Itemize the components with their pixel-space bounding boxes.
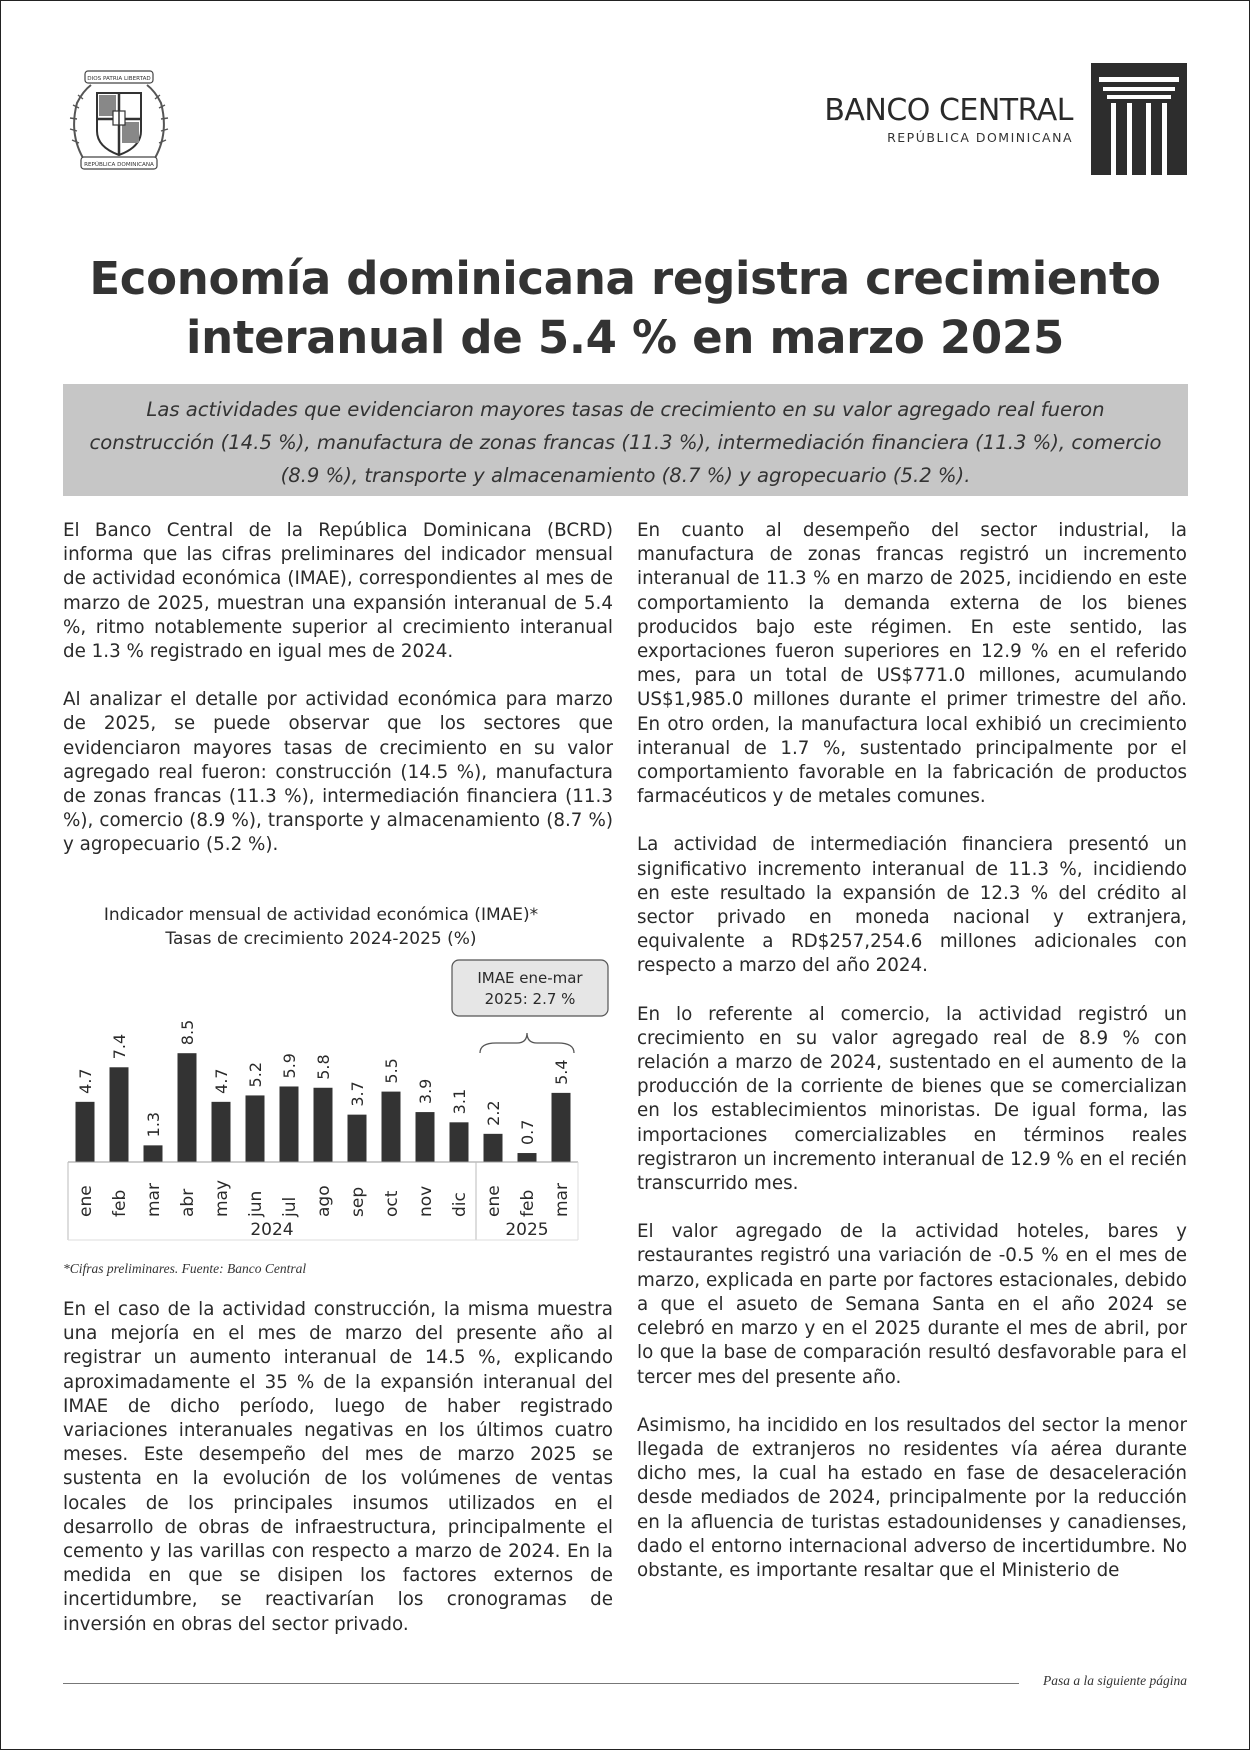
logo-subtitle: REPÚBLICA DOMINICANA — [887, 130, 1073, 145]
right-paragraph-2: La actividad de intermediación financiera presentó un significativo incremento interanual de 11.3 %, incidiendo en este resultado la expansión de 12.3 % del crédito al sector privado en moneda nacional y extranjera, equivalente a RD$257,254.6 millones adicionales con respecto a marzo del año 2024. — [637, 834, 1187, 977]
bar-value-label: 0.7 — [518, 1119, 537, 1146]
chart-bar — [144, 1145, 163, 1162]
x-tick-label: sep — [348, 1186, 368, 1217]
chart-title: Indicador mensual de actividad económica (IMAE)* — [103, 905, 539, 925]
year-label: 2025 — [505, 1220, 549, 1240]
bar-value-label: 2.2 — [484, 1100, 503, 1126]
chart-bar — [178, 1053, 197, 1162]
footer-divider — [63, 1683, 1019, 1684]
x-tick-label: nov — [416, 1185, 436, 1217]
chart-bar — [212, 1102, 231, 1162]
bar-value-label: 1.3 — [144, 1111, 163, 1138]
bar-value-label: 5.8 — [314, 1054, 333, 1080]
chart-plot — [63, 955, 613, 1255]
chart-bar — [450, 1122, 469, 1162]
callout-brace — [480, 1033, 574, 1053]
callout-line-2: 2025: 2.7 % — [484, 990, 576, 1008]
x-tick-label: jul — [280, 1196, 300, 1217]
left-paragraph-1: El Banco Central de la República Dominicana (BCRD) informa que las cifras preliminares del indicador mensual de actividad económica (IMAE), correspondientes al mes de marzo de 2025, muestran una expansión interanual de 5.4 %, ritmo notablemente superior al crecimiento interanual de 1.3 % registrado en igual mes de 2024. — [63, 520, 613, 663]
seal-motto-text: DIOS PATRIA LIBERTAD — [87, 76, 151, 82]
x-tick-label: ene — [484, 1185, 504, 1217]
chart-bar — [552, 1093, 571, 1162]
coat-of-arms-seal — [63, 63, 175, 175]
left-column — [63, 519, 613, 882]
chart-bar — [484, 1134, 503, 1162]
bar-value-label: 4.7 — [212, 1068, 231, 1094]
right-paragraph-1: En cuanto al desempeño del sector industrial, la manufactura de zonas francas registró un incremento interanual de 11.3 % en marzo de 2025, incidiendo en este comportamiento la demanda externa de los bienes producidos bajo este régimen. En este sentido, las exportaciones fueron superiores en 12.9 % en el referido mes, para un total de US$771.0 millones, acumulando US$1,985.0 millones durante el primer trimestre del año. En otro orden, la manufactura local exhibió un crecimiento interanual de 1.7 %, sustentado principalmente por el comportamiento favorable en la fabricación de productos farmacéuticos y de metales comunes. — [637, 520, 1187, 808]
left-paragraph-3: En el caso de la actividad construcción, la misma muestra una mejoría en el mes de marzo del presente año al registrar un aumento interanual de 14.5 %, explicando aproximadamente el 35 % de la expansión interanual del IMAE de dicho período, luego de haber registrado variaciones interanuales negativas en los últimos cuatro meses. Este desempeño del mes de marzo 2025 se sustenta en la evolución de los volúmenes de ventas locales de los principales insumos utilizados en el desarrollo de obras de infraestructura, principalmente el cemento y las varillas con respecto a marzo de 2024. En la medida en que se disipen los factores externos de incertidumbre, se reactivarían los cronogramas de inversión en obras del sector privado. — [63, 1299, 613, 1635]
left-column-lower — [63, 1298, 613, 1661]
logo-name: BANCO CENTRAL — [824, 93, 1073, 128]
x-tick-label: mar — [552, 1183, 572, 1217]
bar-value-label: 3.7 — [348, 1081, 367, 1107]
x-tick-label: abr — [178, 1188, 198, 1217]
chart-subtitle: Tasas de crecimiento 2024-2025 (%) — [165, 929, 477, 949]
x-tick-label: mar — [144, 1183, 164, 1217]
bar-value-label: 5.9 — [280, 1053, 299, 1079]
title-line-2: interanual de 5.4 % en marzo 2025 — [186, 311, 1064, 364]
chart-bar — [280, 1086, 299, 1162]
right-paragraph-4: El valor agregado de la actividad hoteles, bares y restaurantes registró una variación de -0.5 % en el mes de marzo, explicada en parte por factores estacionales, debido a que el asueto de Semana Santa en el año 2024 se celebró en marzo y en el 2025 durante el mes de abril, por lo que la base de comparación resultó desfavorable para el tercer mes del presente año. — [637, 1221, 1187, 1388]
bar-value-label: 5.2 — [246, 1061, 265, 1088]
chart-bar — [348, 1115, 367, 1162]
chart-title-block — [63, 903, 579, 951]
chart-bar — [76, 1102, 95, 1162]
seal-country-text: REPÚBLICA DOMINICANA — [84, 162, 154, 168]
chart-bar — [246, 1095, 265, 1162]
chart-bar — [382, 1092, 401, 1162]
bar-value-label: 3.1 — [450, 1088, 469, 1115]
right-column — [637, 519, 1187, 1607]
x-tick-label: ago — [314, 1185, 334, 1217]
right-paragraph-5: Asimismo, ha incidido en los resultados del sector la menor llegada de extranjeros no residentes vía aérea durante dicho mes, la cual ha estado en fase de desaceleración desde mediados de 2024, principalmente por la reducción en la afluencia de turistas estadounidenses y canadienses, dado el entorno internacional adverso de incertidumbre. No obstante, es importante resaltar que el Ministerio de — [637, 1414, 1187, 1581]
continue-note: Pasa a la siguiente página — [1043, 1673, 1187, 1688]
summary-box: Las actividades que evidenciaron mayores tasas de crecimiento en su valor agregado real fueron construcción (14.5 %), manufactura de zonas francas (11.3 %), intermediación financiera (11.3 %), comercio (8.9 %), transporte y almacenamiento (8.7 %) y agropecuario (5.2 %). — [63, 384, 1188, 496]
x-tick-label: may — [212, 1179, 232, 1217]
banco-central-logo — [824, 63, 1187, 175]
bar-value-label: 5.4 — [552, 1059, 571, 1085]
year-label: 2024 — [250, 1220, 294, 1240]
right-paragraph-3: En lo referente al comercio, la actividad registró un crecimiento en su valor agregado real de 8.9 % con relación a marzo de 2024, sustentado en el aumento de la producción de la corriente de bienes que se comercializan en los establecimientos minoristas. De igual forma, las importaciones comercializables en términos reales registraron un incremento interanual de 12.9 % en el recién transcurrido mes. — [637, 1003, 1187, 1195]
x-tick-label: ene — [76, 1185, 96, 1217]
bar-value-label: 5.5 — [382, 1058, 401, 1084]
page-title — [63, 249, 1187, 367]
chart-bar — [416, 1112, 435, 1162]
chart-bar — [518, 1153, 537, 1162]
x-tick-label: jun — [246, 1190, 266, 1217]
chart-bar — [110, 1067, 129, 1162]
bar-value-label: 4.7 — [76, 1068, 95, 1094]
title-line-1: Economía dominicana registra crecimiento — [89, 252, 1161, 305]
callout-line-1: IMAE ene-mar — [477, 969, 583, 987]
bar-value-label: 7.4 — [110, 1033, 129, 1060]
chart-source-note: *Cifras preliminares. Fuente: Banco Central — [63, 1261, 307, 1276]
x-tick-label: feb — [518, 1189, 538, 1217]
bar-value-label: 8.5 — [178, 1019, 197, 1046]
x-tick-label: dic — [450, 1192, 470, 1217]
bar-value-label: 3.9 — [416, 1078, 435, 1105]
left-paragraph-2: Al analizar el detalle por actividad económica para marzo de 2025, se puede observar que los sectores que evidenciaron mayores tasas de crecimiento en su valor agregado real fueron: construcción (14.5 %), manufactura de zonas francas (11.3 %), intermediación financiera (11.3 %), comercio (8.9 %), transporte y almacenamiento (8.7 %) y agropecuario (5.2 %). — [63, 689, 613, 856]
imae-chart — [63, 903, 613, 1283]
building-columns-icon — [1091, 63, 1187, 175]
chart-bar — [314, 1088, 333, 1162]
x-tick-label: feb — [110, 1189, 130, 1217]
x-tick-label: oct — [382, 1190, 402, 1217]
